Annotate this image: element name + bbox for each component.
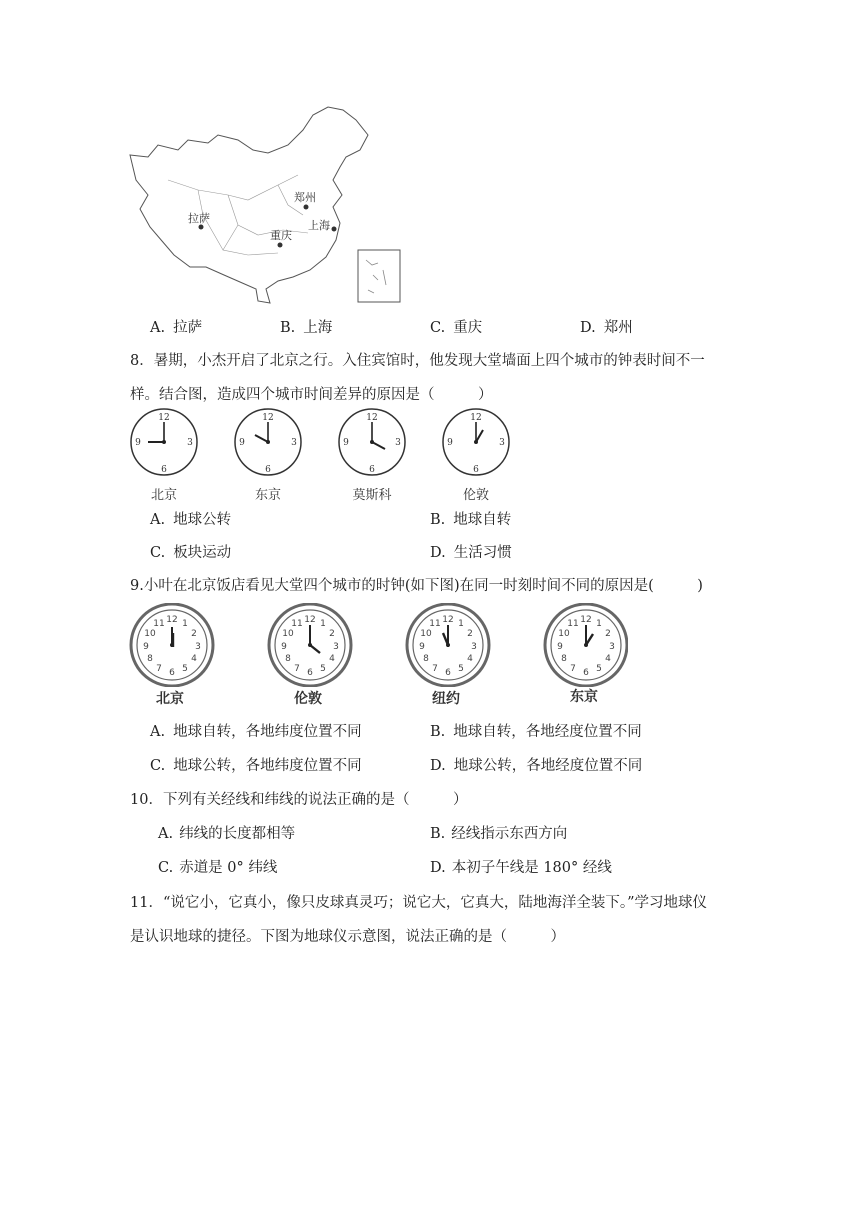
q8-clock-row [128,406,528,478]
svg-text:6: 6 [583,668,589,678]
svg-text:9: 9 [343,438,349,448]
svg-text:12: 12 [166,615,178,625]
svg-text:1: 1 [182,619,188,629]
q10-option-b[interactable]: B. 经线指示东西方向 [430,826,568,842]
svg-text:11: 11 [153,619,165,629]
q8-option-d[interactable]: D. 生活习惯 [430,545,512,561]
svg-text:5: 5 [320,664,326,674]
clock-beijing-2 [131,604,213,686]
svg-text:9: 9 [419,642,425,652]
svg-text:11: 11 [567,619,579,629]
svg-text:12: 12 [470,413,482,423]
clock-london-2 [269,604,351,686]
svg-text:10: 10 [420,629,432,639]
map-label-chongqing: 重庆 [270,229,292,242]
clock-beijing [131,409,197,475]
svg-text:3: 3 [395,438,401,448]
svg-text:3: 3 [609,642,615,652]
svg-text:6: 6 [265,465,271,475]
q7-option-c[interactable]: C. 重庆 [430,320,483,336]
svg-text:3: 3 [471,642,477,652]
svg-text:3: 3 [333,642,339,652]
q9-option-c[interactable]: C. 地球公转，各地纬度位置不同 [150,758,362,774]
map-label-shanghai: 上海 [308,219,330,232]
q7-option-d[interactable]: D. 郑州 [580,320,633,336]
q9-caption-newyork: 纽约 [432,691,460,707]
q7-option-a[interactable]: A. 拉萨 [150,320,203,336]
china-outline [130,107,368,303]
svg-text:5: 5 [182,664,188,674]
clock-tokyo-2 [545,604,627,686]
svg-text:12: 12 [262,413,274,423]
q9-caption-tokyo: 东京 [570,689,598,705]
svg-text:9: 9 [281,642,287,652]
svg-text:6: 6 [161,465,167,475]
q10-option-a[interactable]: A. 纬线的长度都相等 [158,826,296,842]
q8-stem-line2: 样。结合图，造成四个城市时间差异的原因是（ ） [130,387,493,403]
q8-option-b[interactable]: B. 地球自转 [430,512,512,528]
clock-tokyo [235,409,301,475]
map-label-lhasa: 拉萨 [188,212,210,225]
q11-stem-line1: 11．“说它小，它真小，像只皮球真灵巧；说它大，它真大，陆地海洋全装下。”学习地球仪 [130,895,708,911]
q10-stem: 10．下列有关经线和纬线的说法正确的是（ ） [130,792,468,808]
svg-text:6: 6 [473,465,479,475]
svg-text:5: 5 [458,664,464,674]
q10-option-c[interactable]: C. 赤道是 0° 纬线 [158,860,278,876]
svg-text:2: 2 [605,629,611,639]
q8-caption-tokyo: 东京 [254,488,281,503]
svg-text:9: 9 [143,642,149,652]
q9-option-b[interactable]: B. 地球自转，各地经度位置不同 [430,724,642,740]
svg-text:9: 9 [135,438,141,448]
q9-caption-beijing: 北京 [156,691,184,707]
svg-text:6: 6 [445,668,451,678]
svg-text:7: 7 [156,664,162,674]
svg-text:4: 4 [191,654,197,664]
svg-text:3: 3 [499,438,505,448]
svg-text:1: 1 [596,619,602,629]
q8-option-a[interactable]: A. 地球公转 [150,512,232,528]
q11-stem-line2: 是认识地球的捷径。下图为地球仪示意图，说法正确的是（ ） [130,929,565,945]
svg-text:12: 12 [442,615,454,625]
svg-text:8: 8 [561,654,567,664]
south-china-sea-inset [358,250,400,302]
svg-text:4: 4 [329,654,335,664]
svg-text:10: 10 [282,629,294,639]
svg-text:7: 7 [294,664,300,674]
svg-text:8: 8 [423,654,429,664]
q8-option-c[interactable]: C. 板块运动 [150,545,232,561]
clock-moscow [339,409,405,475]
svg-text:3: 3 [291,438,297,448]
q9-clock-row [128,603,628,687]
svg-text:8: 8 [147,654,153,664]
svg-text:3: 3 [187,438,193,448]
svg-text:10: 10 [144,629,156,639]
svg-text:11: 11 [429,619,441,629]
q10-option-d[interactable]: D. 本初子午线是 180° 经线 [430,860,612,876]
q9-stem: 9.小叶在北京饭店看见大堂四个城市的时钟(如下图)在同一时刻时间不同的原因是( ) [130,578,703,594]
q9-option-a[interactable]: A. 地球自转，各地纬度位置不同 [150,724,362,740]
svg-text:2: 2 [329,629,335,639]
svg-text:10: 10 [558,629,570,639]
q8-caption-london: 伦敦 [462,488,489,503]
svg-text:1: 1 [458,619,464,629]
svg-text:5: 5 [596,664,602,674]
svg-text:4: 4 [467,654,473,664]
svg-text:7: 7 [570,664,576,674]
q8-stem-line1: 8．暑期，小杰开启了北京之行。入住宾馆时，他发现大堂墙面上四个城市的钟表时间不一 [130,353,705,369]
q9-option-d[interactable]: D. 地球公转，各地经度位置不同 [430,758,643,774]
svg-text:12: 12 [366,413,378,423]
clock-newyork [407,604,489,686]
q9-caption-london: 伦敦 [294,691,322,707]
svg-text:9: 9 [557,642,563,652]
svg-text:4: 4 [605,654,611,664]
svg-text:9: 9 [447,438,453,448]
svg-text:11: 11 [291,619,303,629]
svg-text:1: 1 [320,619,326,629]
svg-text:12: 12 [158,413,170,423]
svg-text:8: 8 [285,654,291,664]
map-label-zhengzhou: 郑州 [294,191,316,204]
svg-text:6: 6 [369,465,375,475]
clock-london [443,409,509,475]
svg-text:9: 9 [239,438,245,448]
svg-text:6: 6 [169,668,175,678]
q7-option-b[interactable]: B. 上海 [280,320,333,336]
q8-caption-beijing: 北京 [150,488,177,503]
svg-text:6: 6 [307,668,313,678]
svg-text:12: 12 [304,615,316,625]
svg-text:3: 3 [195,642,201,652]
svg-text:7: 7 [432,664,438,674]
china-map [128,105,408,310]
svg-text:2: 2 [467,629,473,639]
q8-caption-moscow: 莫斯科 [352,488,392,503]
svg-text:12: 12 [580,615,592,625]
svg-text:2: 2 [191,629,197,639]
